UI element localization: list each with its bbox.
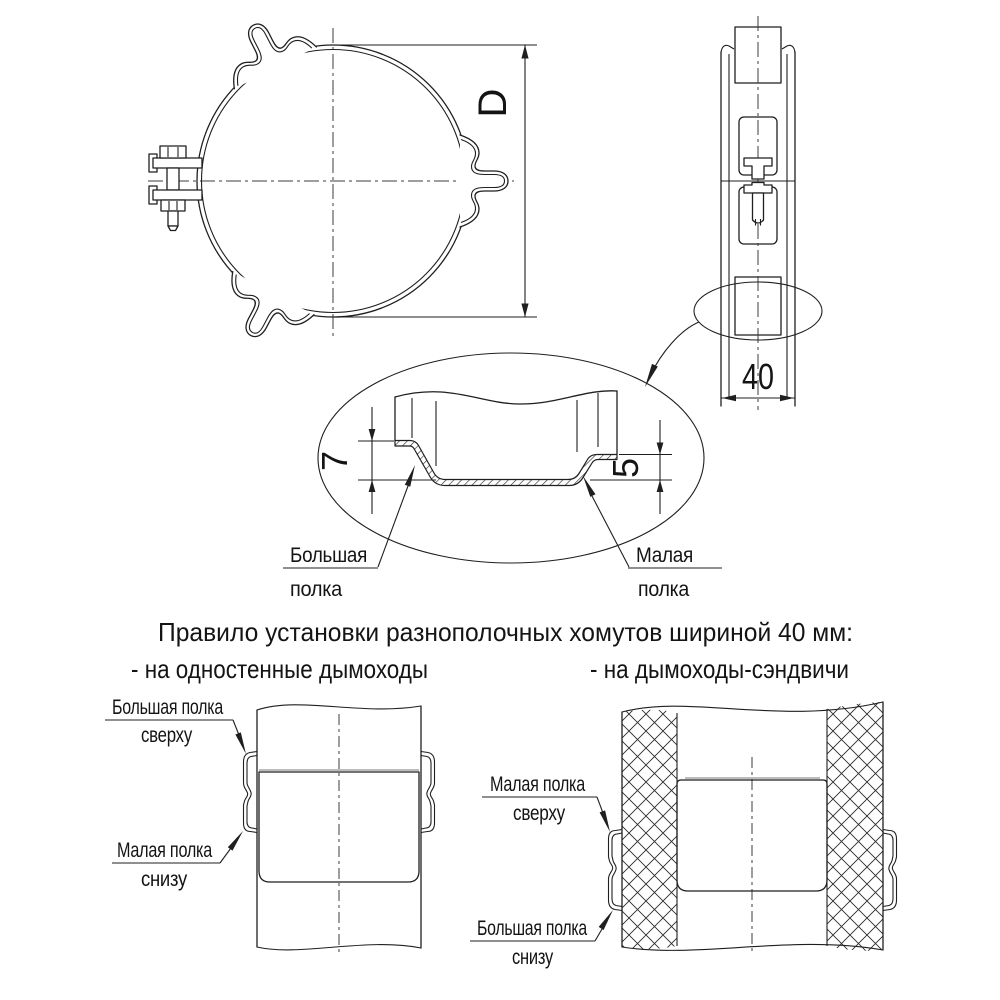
rule-text: [131, 617, 853, 684]
rule-title: Правило установки разнополочных хомутов шириной 40 мм:: [158, 617, 853, 647]
bottom-label-line2: снизу: [141, 868, 188, 891]
small-flange-label-line2: полка: [638, 578, 690, 601]
clamp-profile-left: [244, 752, 258, 833]
bolt-shaft-lower: [168, 211, 178, 226]
large-flange-top-callout: [105, 696, 246, 754]
profile-section-hatched: [395, 441, 617, 486]
bottom-label-line1: Большая полка: [477, 917, 588, 940]
small-flange-label-line1: Малая: [636, 544, 693, 567]
band-ear-bottom-left: [210, 272, 314, 358]
lower-bracket-plate: [153, 190, 202, 200]
dimension-5: [590, 420, 672, 514]
dim-arrow-up: [521, 45, 528, 59]
small-flange-top-callout: [482, 773, 610, 832]
insulation-left: [622, 710, 677, 949]
band-ear-right: [460, 135, 508, 227]
bolt-flange-side: [744, 183, 772, 194]
small-flange-bottom-callout: [112, 831, 243, 891]
leader-arrowhead: [405, 465, 415, 487]
small-flange-callout: [583, 476, 722, 601]
band-ear-top-left: [213, 4, 317, 89]
sandwich-figure: [470, 702, 897, 969]
bolt-head: [160, 146, 186, 158]
top-label-line2: сверху: [513, 802, 566, 825]
callout-arrow: [645, 322, 699, 387]
large-flange-label-line1: Большая: [290, 544, 367, 567]
leader-arrowhead: [228, 831, 243, 851]
rule-case-sandwich: - на дымоходы-сэндвичи: [590, 654, 849, 684]
top-label-line2: сверху: [141, 724, 193, 747]
width-dim-text: 40: [742, 356, 774, 397]
detail-view: [283, 353, 722, 601]
clamp-profile-right: [883, 830, 897, 911]
rule-case-single-wall: - на одностенные дымоходы: [131, 654, 428, 684]
dim-arrow-down: [521, 304, 528, 318]
bolt-shaft-upper: [167, 168, 179, 190]
diameter-dim-text: D: [471, 88, 515, 118]
bolt-lock: [149, 146, 202, 231]
side-view: [645, 16, 822, 410]
dim-7-text: 7: [314, 450, 355, 472]
top-label-line1: Малая полка: [490, 773, 586, 796]
leader-arrowhead: [235, 732, 246, 754]
large-flange-label-line2: полка: [290, 578, 343, 601]
dimension-width-40: [721, 356, 795, 401]
pipe-break-top: [257, 705, 421, 710]
large-flange-bottom-callout: [470, 910, 613, 969]
dim-5-text: 5: [605, 457, 646, 479]
leader-arrowhead: [600, 810, 610, 832]
bolt-tip: [168, 226, 178, 231]
insulation-right: [827, 702, 883, 951]
single-wall-figure: [105, 696, 435, 952]
leader-arrowhead: [599, 910, 613, 930]
clamp-profile-right: [421, 752, 435, 833]
bottom-label-line2: снизу: [512, 946, 554, 969]
large-flange-callout: [283, 465, 415, 601]
bolt-stem-side: [753, 193, 764, 223]
front-view: [148, 4, 537, 357]
top-label-line1: Большая полка: [112, 696, 224, 719]
clamp-profile-left: [609, 830, 623, 911]
bolt-nut: [161, 200, 185, 211]
bottom-label-line1: Малая полка: [117, 839, 213, 862]
upper-bracket-plate: [153, 158, 202, 168]
band-outline-detail: [395, 391, 617, 466]
leader-arrowhead: [583, 476, 596, 497]
